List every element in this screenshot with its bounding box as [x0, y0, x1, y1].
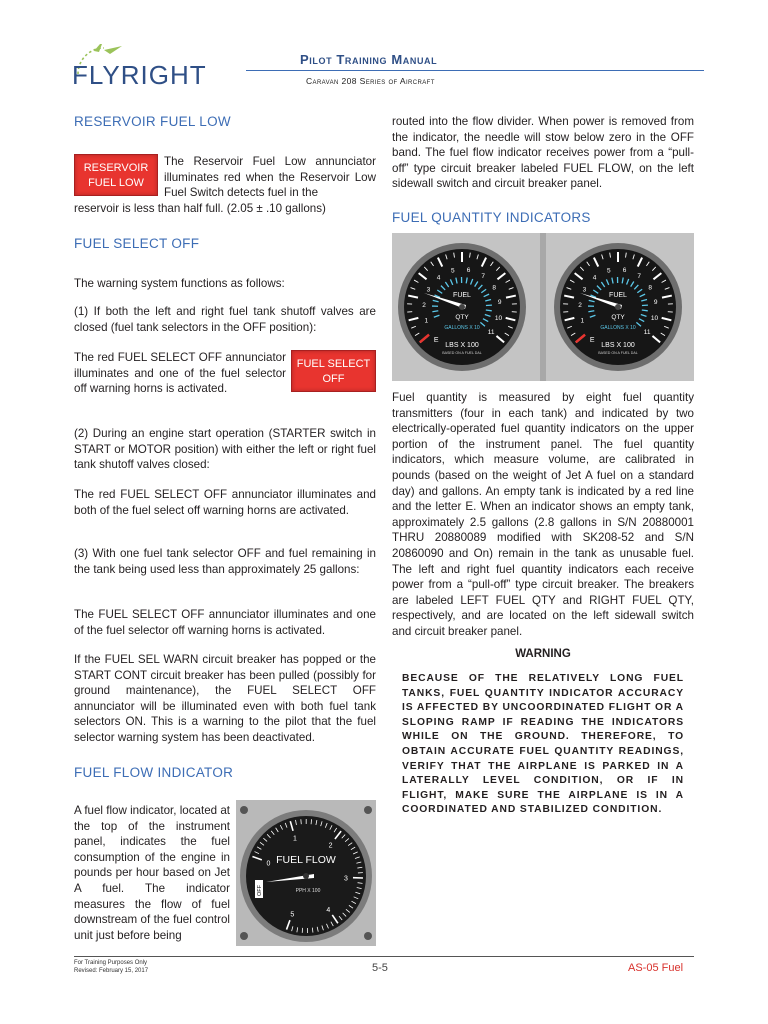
gauge-tick-label: 4	[436, 274, 441, 282]
footer-rule	[74, 956, 694, 957]
footer-training-note: For Training Purposes Only	[74, 960, 148, 966]
gauge-tick-label: 1	[293, 835, 297, 843]
fso-paragraph-4: (2) During an engine start operation (STARTER switch in START or MOTOR position) with either the left or right fuel tank shutoff valves closed:	[74, 427, 376, 472]
screw-icon	[240, 932, 248, 940]
gauge-tick-label: 3	[426, 286, 431, 294]
gauge-tick-label: 5	[290, 911, 295, 919]
manual-title: Pilot Training Manual	[300, 52, 438, 67]
gauge-tick-label: 6	[466, 267, 471, 275]
fso-paragraph-2: (1) If both the left and right fuel tank shutoff valves are closed (fuel tank selectors in the OFF position):	[74, 305, 376, 334]
gallons-label: GALLONS X 10	[444, 325, 480, 331]
annunciator-line: RESERVOIR	[83, 162, 149, 174]
fuel-flow-continued-text: routed into the flow divider. When power is removed from the indicator, the needle will stow below zero in the OFF band. The fuel flow indicator receives power from a “pull-off” type circuit breaker labeled FUEL FLOW, on the left sidewall switch and circuit breaker panel.	[392, 115, 694, 191]
fuel-flow-off-label: OFF	[257, 885, 263, 896]
fuel-flow-label: FUEL FLOW	[276, 854, 336, 866]
logo-text: FLYRIGHT	[72, 60, 207, 90]
gauge-tick-label: 9	[653, 299, 658, 307]
screw-icon	[364, 806, 372, 814]
gauge-tick-label: 2	[578, 301, 582, 309]
gauge-tick-label: 4	[592, 274, 597, 282]
annunciator-line: OFF	[322, 372, 345, 385]
gauge-tick-label: 9	[497, 299, 502, 307]
section-label: AS-05 Fuel	[628, 962, 684, 974]
empty-letter: E	[589, 336, 595, 344]
gauge-tick-label: 10	[650, 314, 659, 322]
fuel-flow-heading: FUEL FLOW INDICATOR	[74, 765, 234, 780]
fuel-quantity-gauges	[392, 233, 694, 381]
fso-paragraph-6: (3) With one fuel tank selector OFF and fuel remaining in the tank being used less than approximately 25 gallons:	[74, 547, 376, 576]
gauge-tick	[486, 310, 492, 311]
page-number: 5-5	[372, 962, 388, 974]
fso-paragraph-1: The warning system functions as follows:	[74, 277, 285, 290]
gauge-tick-label: 11	[643, 328, 651, 336]
fso-paragraph-7: The FUEL SELECT OFF annunciator illuminates and one of the fuel selector off warning horns is activated.	[74, 608, 376, 637]
gauge-tick-label: 10	[494, 314, 503, 322]
header-rule	[246, 70, 704, 71]
gauge-tick	[642, 310, 648, 311]
gauge-tick-label: 5	[606, 267, 611, 275]
reservoir-fuel-low-annunciator	[74, 154, 158, 196]
fuel-select-off-heading: FUEL SELECT OFF	[74, 236, 200, 251]
warning-body: BECAUSE OF THE RELATIVELY LONG FUEL TANKS, FUEL QUANTITY INDICATOR ACCURACY IS AFFECTED BY UNCOORDINATED FLIGHT OR A SLOPING RAMP IF READING THE INDICATORS WHILE ON THE GROUND. THEREFORE, TO OBTAIN ACCURATE FUEL QUANTITY READINGS, VERIFY THAT THE AIRPLANE IS PARKED IN A LATERALLY LEVEL CONDITION, OR IF IN FLIGHT, MAKE SURE THE AIRPLANE IS IN A COORDINATED AND STABILIZED CONDITION.	[402, 673, 684, 816]
gauge-tick-label: 1	[580, 317, 585, 325]
gauge-tick-label: 8	[492, 284, 497, 292]
gauge-tick-label: 5	[450, 267, 455, 275]
reservoir-text-1: The Reservoir Fuel Low annunciator illuminates red when the Reservoir Low Fuel Switch detects fuel in the	[164, 155, 376, 200]
fuel-label: FUEL	[609, 292, 627, 299]
based-label: BASED ON A FUEL DAL	[442, 351, 482, 355]
fuel-flow-gauge	[236, 800, 376, 946]
annunciator-line: FUEL SELECT	[296, 358, 371, 370]
fuel-select-off-annunciator	[291, 350, 376, 392]
fso-paragraph-5: The red FUEL SELECT OFF annunciator illuminates and both of the fuel select off warning horns are activated.	[74, 488, 376, 517]
empty-letter: E	[433, 336, 439, 344]
screw-icon	[240, 806, 248, 814]
gallons-label: GALLONS X 10	[600, 325, 636, 331]
manual-subtitle: Caravan 208 Series of Aircraft	[306, 76, 435, 86]
gauge-tick-label: 4	[326, 907, 331, 915]
gauge-tick-label: 11	[487, 328, 495, 336]
annunciator-line: FUEL LOW	[88, 176, 144, 189]
fuel-flow-unit: PPH X 100	[295, 888, 321, 894]
gauge-tick-label: 3	[344, 875, 348, 883]
lbs-label: LBS X 100	[601, 342, 635, 349]
fuel-qty-heading: FUEL QUANTITY INDICATORS	[392, 210, 591, 225]
gauge-tick-label: 2	[328, 842, 333, 850]
screw-icon	[364, 932, 372, 940]
footer-revised-date: Revised: February 15, 2017	[74, 967, 149, 974]
gauge-tick-label: 3	[582, 286, 587, 294]
gauge-tick-label: 6	[622, 267, 627, 275]
flyright-logo	[64, 40, 224, 92]
qty-label: QTY	[611, 314, 625, 321]
gauge-tick-label: 0	[266, 860, 271, 868]
based-label: BASED ON A FUEL DAL	[598, 351, 638, 355]
fuel-flow-text: A fuel flow indicator, located at the top of the instrument panel, indicates the fuel consumption of the engine in pounds per hour based on Jet A fuel. The indicator measures the flow of fuel downstream of the fuel control unit just before being	[74, 804, 230, 942]
reservoir-text-2: reservoir is less than half full. (2.05 ± .10 gallons)	[74, 202, 326, 215]
reservoir-heading: RESERVOIR FUEL LOW	[74, 114, 231, 129]
gauge-tick-label: 7	[481, 272, 486, 280]
warning-title: WARNING	[515, 648, 571, 660]
qty-label: QTY	[455, 314, 469, 321]
gauge-tick-label: 1	[424, 317, 429, 325]
gauge-tick-label: 7	[637, 272, 642, 280]
fuel-label: FUEL	[453, 292, 471, 299]
fso-paragraph-3: The red FUEL SELECT OFF annunciator illuminates and one of the fuel selector off warning horns is activated.	[74, 351, 286, 396]
lbs-label: LBS X 100	[445, 342, 479, 349]
gauge-tick-label: 8	[648, 284, 653, 292]
footer-left	[74, 960, 148, 975]
fuel-qty-text: Fuel quantity is measured by eight fuel quantity transmitters (four in each tank) and indicated by two electrically-operated fuel quantity indicators on the upper portion of the instrument panel. The fuel quantity indicators, which measure volume, are calibrated in pounds (based on the weight of Jet A fuel on a standard day) and gallons. An empty tank is indicated by a red line and the letter E. When an indicator shows an empty tank, approximately 2.5 gallons (2.8 gallons in S/N 20880001 THRU 20880089 modified with SK208-52 and S/N 20860090 and On) remain in the tank as unusable fuel. The left and right fuel quantity indicators each receive power from a “pull-off” type circuit breaker. The breakers are labeled LEFT FUEL QTY and RIGHT FUEL QTY, respectively, and are located on the left sidewall switch and circuit breaker panel.	[392, 391, 694, 638]
fso-paragraph-8: If the FUEL SEL WARN circuit breaker has popped or the START CONT circuit breaker has been pulled (possibly for ground maintenance), the FUEL SELECT OFF annunciator will be illuminated even with both fuel tank selectors ON. This is a warning to the pilot that the fuel selector warning system has been deactivated.	[74, 653, 376, 744]
gauge-tick-label: 2	[422, 301, 426, 309]
